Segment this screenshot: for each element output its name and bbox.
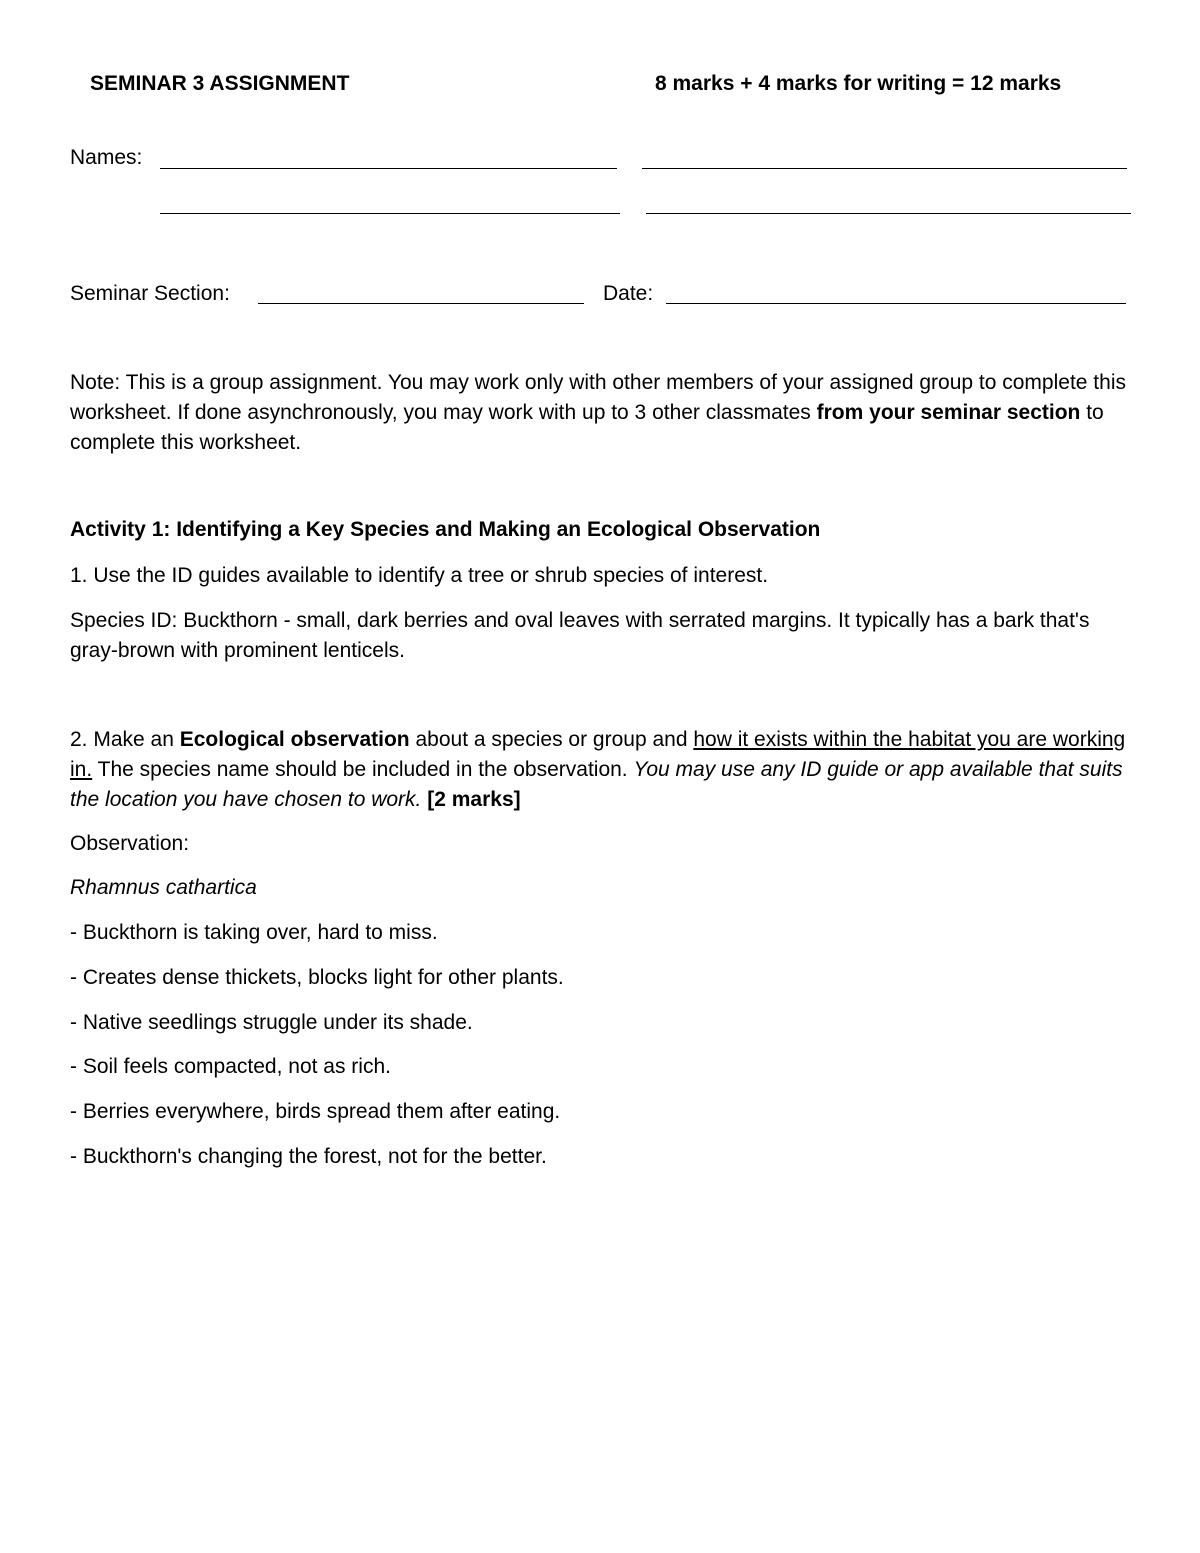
q2-marks: [2 marks] <box>427 788 521 811</box>
assignment-title: SEMINAR 3 ASSIGNMENT <box>90 72 350 95</box>
marks-summary: 8 marks + 4 marks for writing = 12 marks <box>655 72 1062 95</box>
activity-heading: Activity 1: Identifying a Key Species and Making an Ecological Observation <box>70 518 821 541</box>
note-text-1: Note: This is a group assignment. You may work only with other members of your assigned group to complete this worksheet. If done asynchronously, you may work with up to 3 other classmates <box>70 371 1126 424</box>
name-field-3[interactable] <box>160 213 620 214</box>
question-2 <box>70 725 1135 815</box>
q2-prefix: 2. Make an <box>70 728 180 751</box>
observation-label: Observation: <box>70 832 190 855</box>
seminar-section-field[interactable] <box>258 303 584 304</box>
q2-plain: The species name should be included in the observation. <box>92 758 634 781</box>
note-bold-text: from your seminar section <box>816 401 1081 424</box>
species-name: Rhamnus cathartica <box>70 876 257 899</box>
group-note <box>70 368 1135 458</box>
question-1: 1. Use the ID guides available to identify a tree or shrub species of interest. <box>70 564 769 587</box>
seminar-section-label: Seminar Section: <box>70 282 230 305</box>
name-field-1[interactable] <box>160 168 617 169</box>
observation-item: - Creates dense thickets, blocks light for other plants. <box>70 966 564 989</box>
observation-item: - Soil feels compacted, not as rich. <box>70 1055 391 1078</box>
q2-underline: how it exists within the habitat you are working in. <box>70 728 1126 781</box>
observation-item: - Native seedlings struggle under its shade. <box>70 1011 473 1034</box>
name-field-4[interactable] <box>646 213 1131 214</box>
q2-italic: You may use any ID guide or app available that suits the location you have chosen to work. <box>70 758 1123 811</box>
observation-item: - Berries everywhere, birds spread them after eating. <box>70 1100 561 1123</box>
note-text-2: to complete this worksheet. <box>70 401 1104 454</box>
species-id-answer: Species ID: Buckthorn - small, dark berries and oval leaves with serrated margins. It typically has a bark that's gray-brown with prominent lenticels. <box>70 609 1090 662</box>
date-label: Date: <box>603 282 654 305</box>
name-field-2[interactable] <box>642 168 1127 169</box>
observation-item: - Buckthorn is taking over, hard to miss. <box>70 921 438 944</box>
observation-item: - Buckthorn's changing the forest, not for the better. <box>70 1145 547 1168</box>
names-label: Names: <box>70 146 143 169</box>
q2-bold: Ecological observation <box>179 728 410 751</box>
q2-mid: about a species or group and <box>409 728 694 751</box>
date-field[interactable] <box>666 303 1126 304</box>
